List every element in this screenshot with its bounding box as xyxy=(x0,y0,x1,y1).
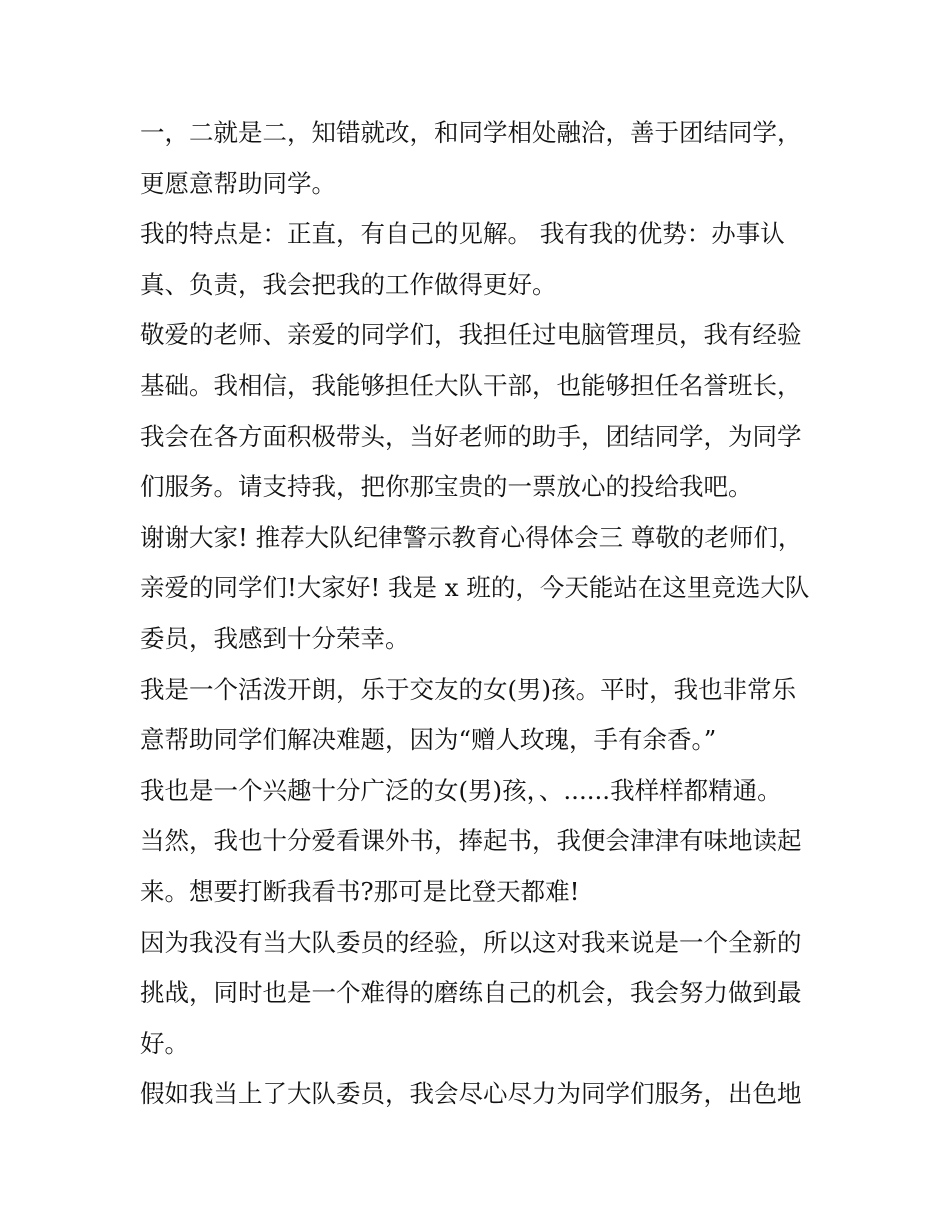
text-line: 意帮助同学们解决难题，因为“赠人玫瑰，手有余香。” xyxy=(140,725,717,755)
text-line: 委员，我感到十分荣幸。 xyxy=(140,623,410,653)
body-text xyxy=(140,108,830,1120)
text-line: 当然，我也十分爱看课外书，捧起书，我便会津津有味地读起 xyxy=(140,826,802,856)
text-line: 真、负责，我会把我的工作做得更好。 xyxy=(140,269,557,299)
text-line: 一，二就是二，知错就改，和同学相处融洽，善于团结同学， xyxy=(140,118,802,147)
text-line: 们服务。请支持我，把你那宝贵的一票放心的投给我吧。 xyxy=(140,472,753,502)
text-line: 因为我没有当大队委员的经验，所以这对我来说是一个全新的 xyxy=(140,927,802,957)
text-line: 假如我当上了大队委员，我会尽心尽力为同学们服务，出色地 xyxy=(140,1079,802,1109)
text-line: 我会在各方面积极带头，当好老师的助手，团结同学，为同学 xyxy=(140,421,802,451)
text-line: 更愿意帮助同学。 xyxy=(140,168,336,198)
text-line: 我是一个活泼开朗，乐于交友的女(男)孩。平时，我也非常乐 xyxy=(140,674,797,704)
text-line: 我的特点是：正直，有自己的见解。 我有我的优势：办事认 xyxy=(140,219,785,249)
text-line: 好。 xyxy=(140,1028,189,1058)
text-line: 谢谢大家! 推荐大队纪律警示教育心得体会三 尊敬的老师们， xyxy=(140,522,803,552)
text-line: 基础。我相信，我能够担任大队干部，也能够担任名誉班长， xyxy=(140,370,802,400)
text-line: 来。想要打断我看书?那可是比登天都难! xyxy=(140,876,580,906)
text-line: 敬爱的老师、亲爱的同学们，我担任过电脑管理员，我有经验 xyxy=(140,320,802,350)
text-line: 亲爱的同学们!大家好! 我是 x 班的，今天能站在这里竞选大队 xyxy=(140,573,810,603)
text-line: 我也是一个兴趣十分广泛的女(男)孩，、......我样样都精通。 xyxy=(140,775,782,805)
text-line: 挑战，同时也是一个难得的磨练自己的机会，我会努力做到最 xyxy=(140,978,802,1008)
